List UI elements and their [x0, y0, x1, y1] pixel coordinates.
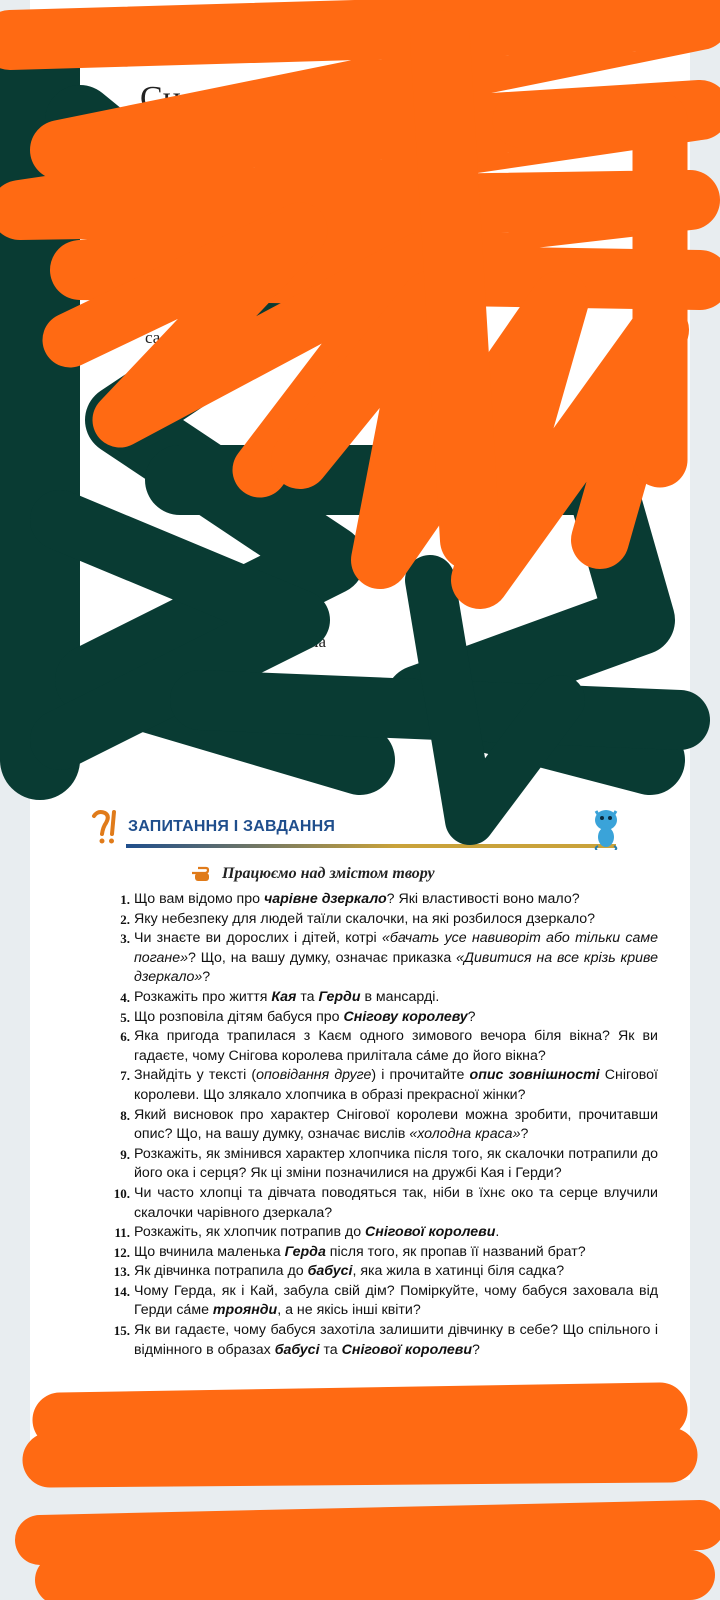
question-text [134, 1145, 658, 1184]
question-text-part: «холодна краса» [409, 1126, 521, 1143]
question-number: 13. [113, 1264, 130, 1280]
question-text-part: Герда [284, 1243, 326, 1260]
question-text [134, 1223, 658, 1243]
section-title: ЗАПИТАННЯ І ЗАВДАННЯ [128, 818, 336, 835]
text-fragment: ми і [85, 168, 114, 187]
question-text-part: «Дивитися на все крізь криве дзеркало» [134, 949, 658, 986]
question-item [108, 988, 658, 1008]
question-item [108, 1106, 658, 1145]
question-text-part: ? [202, 969, 211, 986]
subsection-header [190, 862, 435, 886]
question-number: 9. [120, 1146, 130, 1162]
question-number: 6. [120, 1029, 130, 1045]
question-text-part: Чи часто хлопці та дівчата поводяться так, ніби в їхнє око та серце влучили скалочки чарівного дзеркала? [134, 1184, 658, 1221]
question-text-part: Розкажіть, як хлопчик потрапив до [134, 1224, 366, 1241]
question-number: 14. [113, 1283, 130, 1299]
question-text-part: ? [520, 1126, 529, 1143]
text-fragment: Пі [340, 718, 357, 737]
question-item [108, 1145, 658, 1184]
question-text [134, 1243, 658, 1263]
question-text-part: ) і прочитайте [371, 1067, 470, 1084]
question-text-part: Що вам відомо про [134, 891, 264, 907]
question-text-part: Чому Герда, як і Кай, забула свій дім? Поміркуйте, чому бабуся заховала від Герди са́ме [134, 1282, 658, 1319]
question-text [134, 1008, 658, 1028]
question-text-part: Що розповіла дітям бабуся про [134, 1008, 344, 1025]
question-text [134, 1066, 658, 1105]
question-text-part: , яка жила в хатинці біля садка? [352, 1263, 565, 1280]
question-item [108, 1282, 658, 1321]
question-text-part: . [495, 1224, 500, 1241]
question-text-part: Який висновок про характер Снігової королеви можна зробити, прочитавши опис? Що, на вашу думку, означає вислів [134, 1106, 658, 1143]
question-number: 7. [120, 1068, 130, 1084]
question-text [134, 910, 658, 930]
question-number: 11. [114, 1225, 130, 1241]
question-number: 15. [113, 1323, 130, 1339]
text-fragment: ари [180, 582, 206, 601]
question-text [134, 988, 658, 1008]
question-item [108, 1262, 658, 1282]
question-item [108, 1066, 658, 1105]
question-text-part: Розкажіть про життя [134, 988, 272, 1005]
question-text-part: та [319, 1341, 342, 1358]
question-exclamation-icon [88, 808, 128, 846]
question-text [134, 1282, 658, 1321]
text-fragment: знає [360, 218, 391, 237]
question-item [108, 1243, 658, 1263]
question-text-part: оповідання друге [256, 1067, 372, 1084]
question-text-part: Яка пригода трапилася з Каєм одного зимового вечора біля вікна? Як ви гадаєте, чому Снігова королева прилітала са́ме до його вікна? [134, 1028, 658, 1064]
question-text-part: Розкажіть, як змінився характер хлопчика після того, як скалочки потрапили до його ока і серця? Як ці зміни позначилися на дружбі Кая і Герди? [134, 1145, 658, 1182]
question-item [108, 1223, 658, 1243]
question-number: 1. [120, 892, 130, 907]
question-text-part: «бачать усе навиворіт або тільки саме погане» [134, 930, 658, 966]
question-text-part: Снігової королеви [341, 1341, 473, 1358]
question-text-part: Снігову королеву [343, 1008, 468, 1025]
blue-mascot-icon [588, 806, 624, 850]
question-item [108, 1184, 658, 1223]
question-text-part: чарівне дзеркало [263, 891, 387, 907]
question-text-part: Снігової королеви [365, 1224, 496, 1241]
textbook-page [30, 0, 690, 1480]
text-fragment: аза [410, 190, 432, 209]
question-item [108, 1321, 658, 1360]
question-text-part: бабусі [307, 1263, 353, 1280]
question-text-part: ? [467, 1008, 476, 1025]
question-text [134, 1027, 658, 1066]
question-item [108, 929, 658, 988]
question-text-part: ? [472, 1341, 480, 1358]
question-text-part: Чи знаєте ви дорослих і дітей, котрі [134, 930, 382, 947]
question-text-part: в мансарді. [360, 988, 440, 1005]
question-text-part: ? Що, на вашу думку, означає приказка [188, 949, 457, 966]
question-number: 10. [113, 1185, 130, 1201]
question-text-part: Кая [271, 988, 297, 1005]
question-text [134, 929, 658, 988]
question-item [108, 1008, 658, 1028]
section-header [88, 806, 648, 850]
question-text-part: та [296, 988, 319, 1005]
question-number: 8. [120, 1107, 130, 1123]
question-number: 3. [120, 931, 130, 947]
questions-list [108, 890, 658, 1360]
text-fragment: було [205, 718, 238, 737]
question-text-part: Знайдіть у тексті ( [134, 1067, 257, 1084]
question-text-part: після того, як пропав її названий брат? [325, 1243, 586, 1260]
question-item [108, 910, 658, 930]
question-text-part: Снігової королеви. Що злякало хлопчика в образі прекрасної жінки? [134, 1067, 659, 1103]
question-text-part: троянди [212, 1302, 278, 1319]
text-fragment: е, [340, 236, 352, 255]
question-item [108, 890, 658, 910]
text-fragment: ди [78, 718, 96, 737]
section-divider [126, 844, 616, 848]
question-number: 12. [113, 1244, 130, 1260]
question-text-part: Як дівчинка потрапила до [134, 1263, 308, 1280]
question-text-part: , а не якісь інші квіти? [277, 1302, 421, 1319]
question-text [134, 890, 658, 910]
question-text-part: Яку небезпеку для людей таїли скалочки, на які розбилося дзеркало? [134, 910, 596, 927]
question-text-part: опис зовнішності [469, 1067, 600, 1084]
question-item [108, 1027, 658, 1066]
question-text [134, 1262, 658, 1282]
question-text-part: Герди [318, 988, 361, 1005]
text-fragment: ла [310, 632, 327, 651]
question-text [134, 1184, 658, 1223]
page-title-fragment: Сн [140, 80, 181, 117]
question-number: 4. [120, 989, 130, 1005]
question-text-part: Що вчинила маленька [134, 1243, 285, 1260]
question-number: 5. [120, 1009, 130, 1025]
question-text-part: ? Які властивості воно мало? [386, 891, 580, 907]
question-text [134, 1321, 658, 1360]
question-text-part: Як ви гадаєте, чому бабуся захотіла залишити дівчинку в себе? Що спільного і відмінного в образах [134, 1322, 658, 1358]
text-fragment: са [145, 328, 161, 347]
subsection-title: Працюємо над змістом твору [222, 865, 435, 882]
question-number: 2. [120, 911, 130, 927]
question-text-part: бабусі [274, 1341, 320, 1358]
pointing-hand-icon [190, 865, 214, 883]
question-text [134, 1106, 658, 1145]
